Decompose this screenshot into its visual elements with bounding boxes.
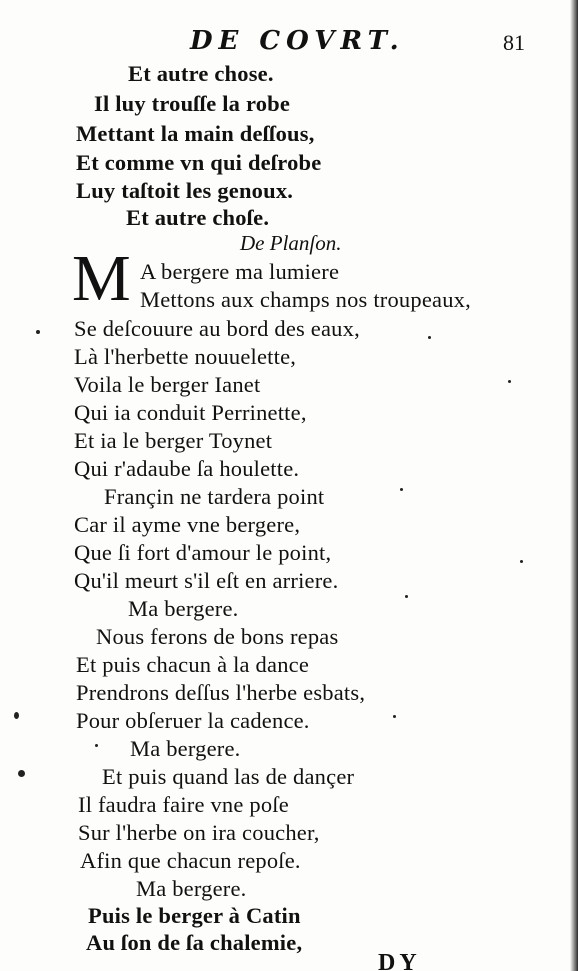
- author-heading: De Planſon.: [240, 231, 342, 255]
- verse-line: Il luy trouſſe la robe: [94, 91, 291, 116]
- drop-cap: M: [72, 242, 131, 315]
- verse-line: Afin que chacun repoſe.: [80, 848, 301, 873]
- verse-line: Luy taſtoit les genoux.: [76, 178, 294, 203]
- verse-line: Françin ne tardera point: [104, 484, 325, 509]
- verse-line: Qui ia conduit Perrinette,: [74, 400, 307, 425]
- catchword: DY: [378, 950, 421, 971]
- verse-line: Et ia le berger Toynet: [74, 428, 273, 453]
- verse-line: Pour obſeruer la cadence.: [76, 708, 310, 733]
- running-head: DE COVRT.: [190, 26, 405, 56]
- ink-speck: [393, 715, 396, 718]
- ink-speck: [428, 336, 431, 339]
- page-header: [0, 22, 578, 62]
- verse-line: Puis le berger à Catin: [88, 903, 301, 928]
- verse-line: Mettant la main deſſous,: [76, 121, 315, 146]
- page-number: 81: [503, 30, 525, 55]
- verse-line: Et puis chacun à la dance: [76, 652, 310, 677]
- ink-speck: [14, 712, 19, 719]
- verse-line: Et comme vn qui deſrobe: [76, 150, 322, 175]
- verse-line: Qu'il meurt s'il eſt en arriere.: [74, 568, 339, 593]
- ink-speck: [400, 488, 403, 491]
- verse-line: Ma bergere.: [136, 876, 247, 901]
- verse-line: Et autre chose.: [128, 61, 274, 86]
- verse-line: Car il ayme vne bergere,: [74, 512, 301, 537]
- ink-speck: [18, 770, 25, 777]
- verse-line: Se deſcouure au bord des eaux,: [74, 316, 360, 341]
- verse-line: Là l'herbette nouuelette,: [74, 344, 297, 369]
- verse-line: Prendrons deſſus l'herbe esbats,: [76, 680, 366, 705]
- ink-speck: [95, 744, 98, 747]
- ink-speck: [405, 595, 408, 598]
- verse-line: Mettons aux champs nos troupeaux,: [140, 287, 471, 312]
- verse-line: Que ſi fort d'amour le point,: [74, 540, 332, 565]
- verse-line: Ma bergere.: [128, 596, 239, 621]
- verse-line: Voila le berger Ianet: [74, 372, 261, 397]
- verse-line: Nous ferons de bons repas: [96, 624, 339, 649]
- verse-line: A bergere ma lumiere: [140, 259, 340, 284]
- verse-line: Et autre choſe.: [126, 205, 270, 230]
- verse-line: Qui r'adaube ſa houlette.: [74, 456, 300, 481]
- page-edge-shadow: [570, 0, 578, 971]
- verse-line: Il faudra faire vne poſe: [78, 792, 289, 817]
- ink-speck: [520, 560, 523, 563]
- verse-line: Ma bergere.: [130, 736, 241, 761]
- ink-speck: [36, 330, 40, 334]
- verse-line: Et puis quand las de dançer: [102, 764, 355, 789]
- ink-speck: [508, 380, 511, 383]
- verse-line: Sur l'herbe on ira coucher,: [78, 820, 320, 845]
- verse-line: Au ſon de ſa chalemie,: [86, 930, 303, 955]
